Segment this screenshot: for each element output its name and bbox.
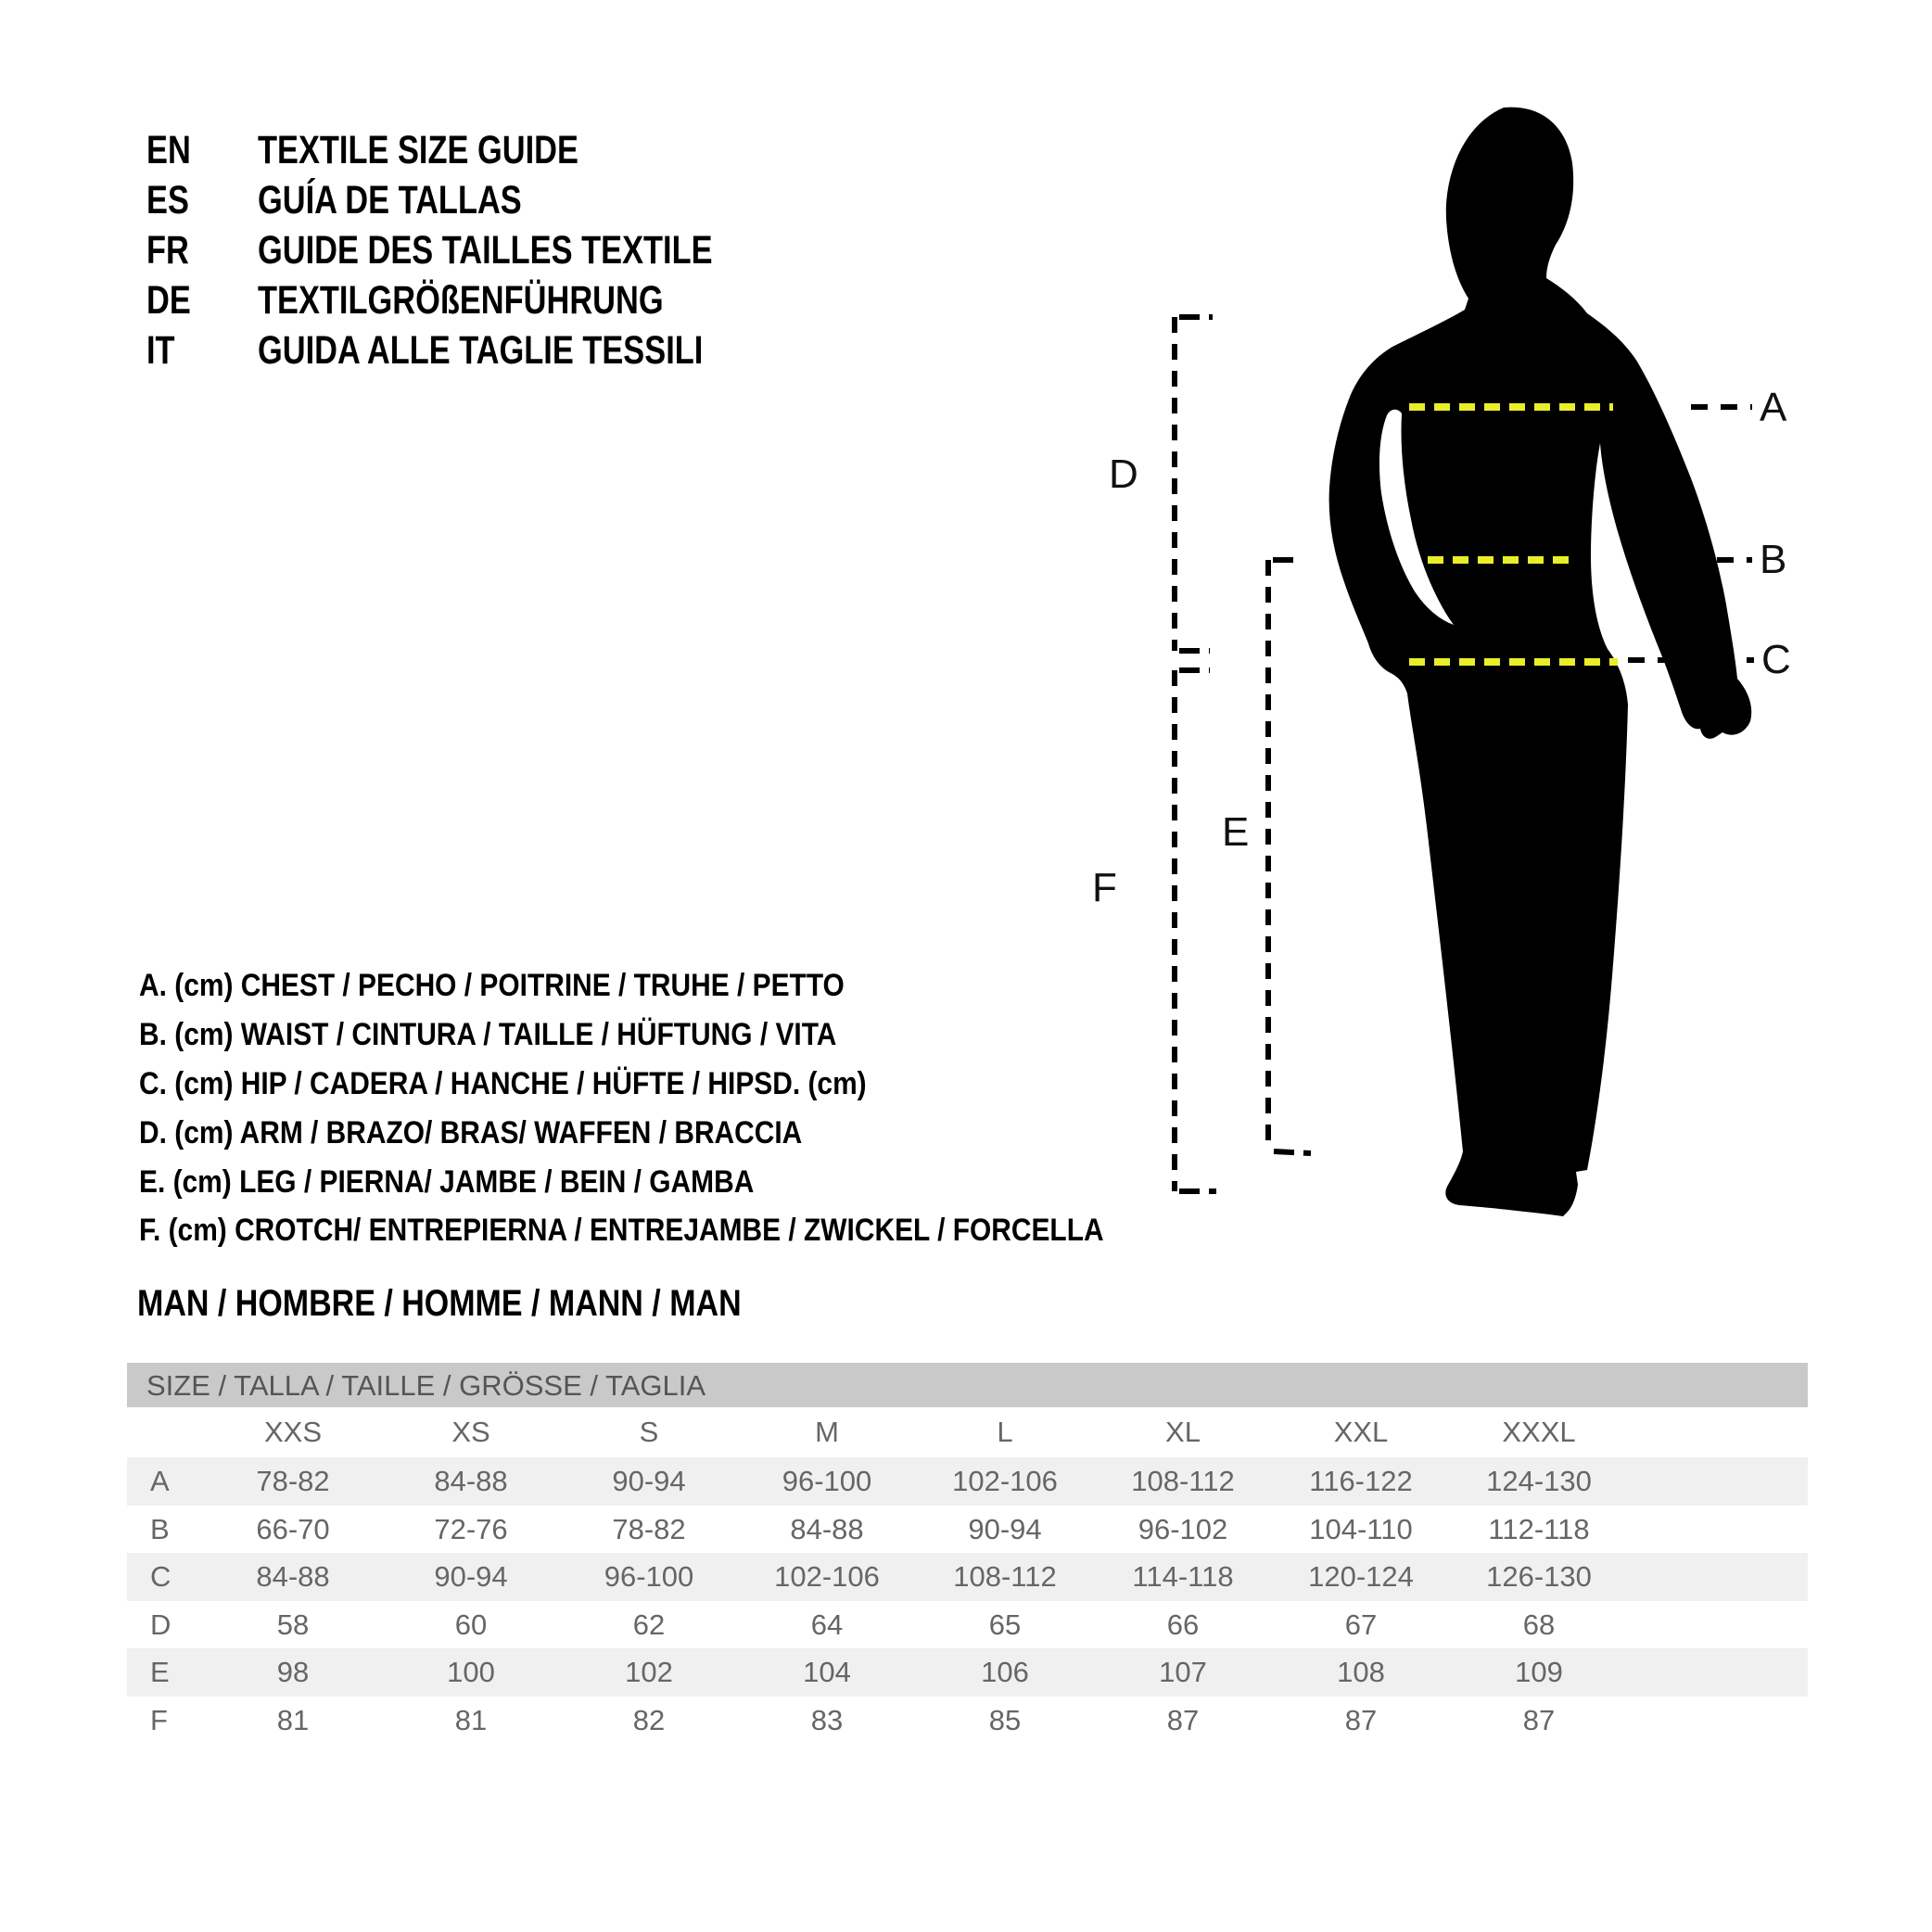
legend-line-e (139, 1158, 838, 1206)
size-col-header: L (997, 1416, 1013, 1448)
lang-title: GUIDA ALLE TAGLIE TESSILI (258, 328, 704, 373)
lang-code: DE (146, 278, 191, 323)
lang-title: GUIDE DES TAILLES TEXTILE (258, 228, 713, 273)
cell: 104 (803, 1656, 851, 1688)
cell: 96-102 (1138, 1512, 1228, 1545)
table-row (127, 1506, 1808, 1554)
legend-line-f (139, 1206, 1235, 1254)
legend-line-a (139, 961, 941, 1010)
cell: 58 (276, 1608, 310, 1641)
cell: 96-100 (604, 1560, 694, 1593)
cell: 78-82 (612, 1512, 686, 1545)
cell: 108-112 (1131, 1465, 1235, 1497)
cell: 126-130 (1486, 1560, 1592, 1593)
row-label: A (150, 1465, 170, 1497)
lang-code: EN (146, 128, 191, 172)
legend-line-d (139, 1109, 893, 1157)
cell: 120-124 (1308, 1560, 1414, 1593)
category-text: MAN / HOMBRE / HOMME / MANN / MAN (137, 1283, 742, 1324)
legend-text: D. (cm) ARM / BRAZO/ BRAS/ WAFFEN / BRACCIA (139, 1115, 803, 1150)
cell: 104-110 (1309, 1512, 1413, 1545)
cell: 114-118 (1132, 1560, 1234, 1593)
legend-text: F. (cm) CROTCH/ ENTREPIERNA / ENTREJAMBE / ZWICKEL / FORCELLA (139, 1213, 1104, 1248)
size-col-header: XL (1165, 1416, 1201, 1448)
cell: 102-106 (774, 1560, 880, 1593)
row-label: F (150, 1703, 168, 1736)
marker-b: B (1760, 537, 1787, 582)
cell: 87 (1522, 1703, 1556, 1736)
cell: 64 (810, 1608, 844, 1641)
cell: 81 (454, 1703, 488, 1736)
table-row (127, 1601, 1808, 1649)
size-col-header: XXXL (1502, 1416, 1576, 1448)
cell: 108-112 (953, 1560, 1057, 1593)
cell: 106 (981, 1656, 1029, 1688)
legend-text: E. (cm) LEG / PIERNA/ JAMBE / BEIN / GAMBA (139, 1164, 755, 1200)
cell: 107 (1159, 1656, 1207, 1688)
size-col-header: XXS (263, 1416, 323, 1448)
cell: 87 (1344, 1703, 1378, 1736)
cell: 84-88 (434, 1465, 508, 1497)
cell: 112-118 (1488, 1512, 1590, 1545)
cell: 83 (810, 1703, 844, 1736)
cell: 84-88 (256, 1560, 330, 1593)
cell: 109 (1515, 1656, 1563, 1688)
cell: 98 (276, 1656, 310, 1688)
leg-bracket-tick-bottom (1274, 1151, 1311, 1153)
size-col-header: M (815, 1416, 839, 1448)
lang-title: TEXTILGRÖßENFÜHRUNG (258, 278, 664, 323)
table-row (127, 1697, 1808, 1745)
row-label: C (150, 1560, 172, 1593)
size-col-header: S (639, 1416, 659, 1448)
table-row (127, 1648, 1808, 1697)
marker-a: A (1760, 385, 1787, 430)
cell: 96-100 (782, 1465, 872, 1497)
cell: 82 (632, 1703, 666, 1736)
legend-text: A. (cm) CHEST / PECHO / POITRINE / TRUHE / PETTO (139, 968, 845, 1003)
cell: 108 (1337, 1656, 1385, 1688)
cell: 90-94 (968, 1512, 1042, 1545)
marker-d: D (1109, 451, 1138, 497)
cell: 66-70 (256, 1512, 330, 1545)
lang-code: FR (146, 228, 189, 273)
table-header-text: SIZE / TALLA / TAILLE / GRÖSSE / TAGLIA (146, 1369, 706, 1402)
cell: 78-82 (256, 1465, 330, 1497)
cell: 65 (988, 1608, 1022, 1641)
lang-title: GUÍA DE TALLAS (258, 178, 522, 222)
cell: 81 (276, 1703, 310, 1736)
category-line (137, 1284, 848, 1323)
row-label: D (150, 1608, 172, 1641)
cell: 124-130 (1486, 1465, 1592, 1497)
size-col-header: XXL (1333, 1416, 1389, 1448)
row-label: B (150, 1512, 170, 1545)
cell: 100 (447, 1656, 495, 1688)
table-header-bar (127, 1363, 1808, 1407)
size-header-row (127, 1407, 1808, 1457)
legend-text: B. (cm) WAIST / CINTURA / TAILLE / HÜFTUNG / VITA (139, 1017, 837, 1052)
lang-code: ES (146, 178, 189, 222)
marker-f: F (1092, 865, 1117, 910)
cell: 72-76 (434, 1512, 508, 1545)
marker-c: C (1761, 637, 1791, 682)
cell: 60 (454, 1608, 488, 1641)
lang-code: IT (146, 328, 175, 373)
size-col-header: XS (451, 1416, 490, 1448)
cell: 116-122 (1309, 1465, 1413, 1497)
row-label: E (150, 1656, 170, 1688)
table-row (127, 1553, 1808, 1601)
marker-e: E (1222, 809, 1250, 855)
legend-line-c (139, 1060, 966, 1108)
legend-text: C. (cm) HIP / CADERA / HANCHE / HÜFTE / HIPSD. (cm) (139, 1066, 867, 1101)
cell: 102 (625, 1656, 673, 1688)
cell: 102-106 (952, 1465, 1058, 1497)
cell: 87 (1166, 1703, 1200, 1736)
legend-line-b (139, 1010, 932, 1059)
lang-title: TEXTILE SIZE GUIDE (258, 128, 578, 172)
cell: 67 (1344, 1608, 1378, 1641)
table-row (127, 1457, 1808, 1506)
cell: 66 (1166, 1608, 1200, 1641)
cell: 84-88 (790, 1512, 864, 1545)
cell: 68 (1522, 1608, 1556, 1641)
cell: 85 (988, 1703, 1022, 1736)
cell: 62 (632, 1608, 666, 1641)
cell: 90-94 (612, 1465, 686, 1497)
cell: 90-94 (434, 1560, 508, 1593)
